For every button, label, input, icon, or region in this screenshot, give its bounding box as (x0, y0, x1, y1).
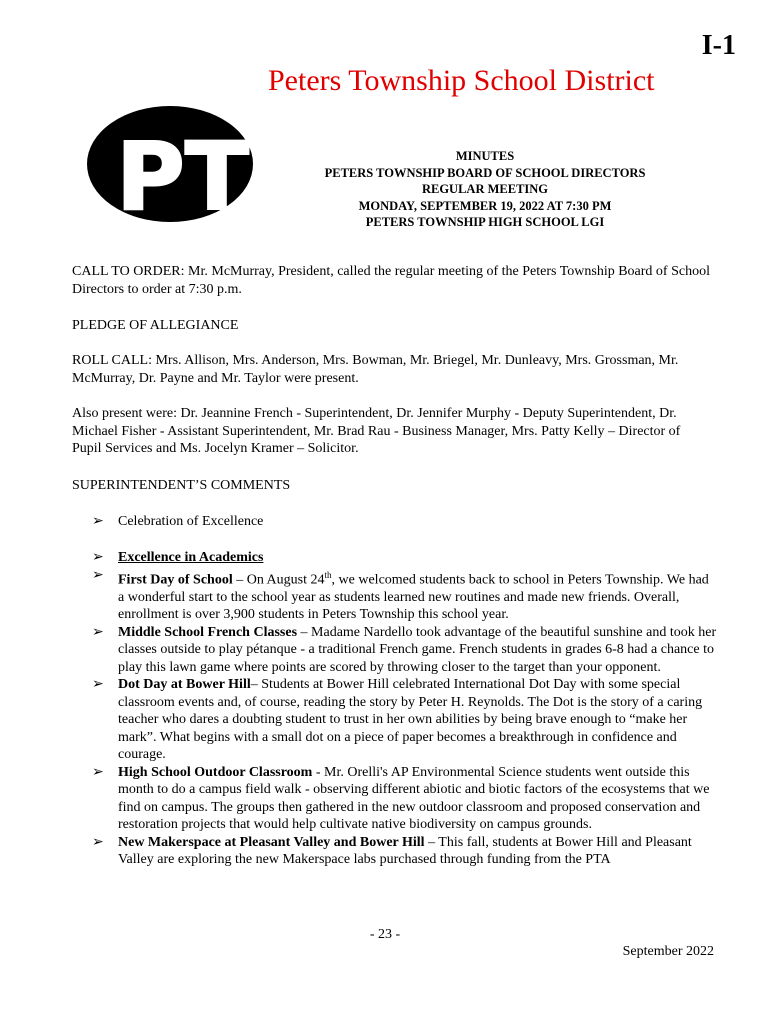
page-number: - 23 - (369, 927, 401, 942)
bullet-arrow-icon: ➢ (92, 550, 104, 565)
header-line-minutes: MINUTES (455, 149, 515, 163)
call-to-order: CALL TO ORDER: Mr. McMurray, President, called the regular meeting of the Peters Township Board of School Directors to order at 7:30 p.m. (72, 264, 710, 297)
pledge-of-allegiance: PLEDGE OF ALLEGIANCE (72, 318, 239, 333)
bullet-arrow-icon: ➢ (92, 567, 104, 583)
superintendent-comments-heading: SUPERINTENDENT’S COMMENTS (72, 478, 291, 493)
item-text: – Madame Nardello took advantage of the beautiful sunshine and took her classes outside to play pétanque - a traditional French game. French students in grades 6-8 had a chance to play this lawn game where points are scored by throwing closer to the target than your opponent. (118, 624, 717, 675)
academics-list (92, 549, 717, 869)
district-logo (86, 105, 254, 223)
header-line-meeting-type: REGULAR MEETING (421, 182, 549, 196)
also-present: Also present were: Dr. Jeannine French - Superintendent, Dr. Jennifer Murphy - Deputy Superintendent, Dr. Michael Fisher - Assistant Superintendent, Mr. Brad Rau - Business Manager, Mrs. Patty Kelly – Director of Pupil Services and Ms. Jocelyn Kramer – Solicitor. (72, 406, 681, 456)
item-title: Middle School French Classes (118, 624, 298, 640)
list-item (92, 549, 717, 567)
list-item (92, 567, 717, 624)
bullet-arrow-icon: ➢ (92, 834, 104, 850)
roll-call: ROLL CALL: Mrs. Allison, Mrs. Anderson, Mrs. Bowman, Mr. Briegel, Mr. Dunleavy, Mrs. Grossman, Mr. McMurray, Dr. Payne and Mr. Taylor were present. (72, 353, 679, 386)
bullet-arrow-icon: ➢ (92, 677, 104, 693)
item-text: - Mr. Orelli's AP Environmental Science students went outside this month to do a campus field walk - observing different abiotic and biotic factors of the ecosystems that we find on campus. The groups then gathered in the new outdoor classroom and proposed conservation and restoration projects that would help cultivate native biodiversity on campus grounds. (118, 764, 710, 833)
celebration-text: Celebration of Excellence (118, 514, 264, 529)
item-title: High School Outdoor Classroom (118, 764, 313, 780)
page-label: I-1 (701, 30, 736, 61)
list-item (92, 834, 717, 869)
bullet-arrow-icon: ➢ (92, 624, 104, 640)
list-item (92, 676, 717, 764)
bullet-arrow-icon: ➢ (92, 764, 104, 780)
item-text: – This fall, students at Bower Hill and Pleasant Valley are exploring the new Makerspace labs purchased through funding from the PTA (118, 834, 692, 868)
item-text: , we welcomed students back to school in Peters Township. We had a wonderful start to the school year as students learned new routines and made new friends. Overall, enrollment is over 3,900 students in Peters Township this school year. (118, 572, 709, 623)
item-superscript: th (324, 569, 332, 580)
item-title: New Makerspace at Pleasant Valley and Bower Hill (118, 834, 425, 850)
item-text: – Students at Bower Hill celebrated International Dot Day with some special classroom events and, of course, reading the story by Peter H. Reynolds. The Dot is the story of a caring teacher who dares a doubting student to trust in her own abilities by being brave enough to “make her mark”. What begins with a small dot on a piece of paper becomes a breakthrough in confidence and courage. (118, 677, 703, 763)
minutes-header (285, 148, 685, 231)
bullet-arrow-icon: ➢ (92, 514, 104, 529)
celebration-list (92, 513, 717, 531)
list-item (92, 624, 717, 677)
item-title: First Day of School (118, 572, 233, 588)
list-item (92, 513, 717, 531)
list-item (92, 764, 717, 834)
item-text: – On August 24 (232, 572, 325, 588)
logo-text: PT (116, 123, 250, 223)
footer-date: September 2022 (622, 944, 714, 959)
header-line-board: PETERS TOWNSHIP BOARD OF SCHOOL DIRECTORS (324, 165, 646, 180)
academics-heading: Excellence in Academics (118, 550, 264, 565)
item-title: Dot Day at Bower Hill (118, 677, 251, 693)
header-line-location: PETERS TOWNSHIP HIGH SCHOOL LGI (365, 215, 605, 229)
district-name: Peters Township School District (268, 64, 655, 97)
header-line-date: MONDAY, SEPTEMBER 19, 2022 AT 7:30 PM (358, 198, 612, 213)
